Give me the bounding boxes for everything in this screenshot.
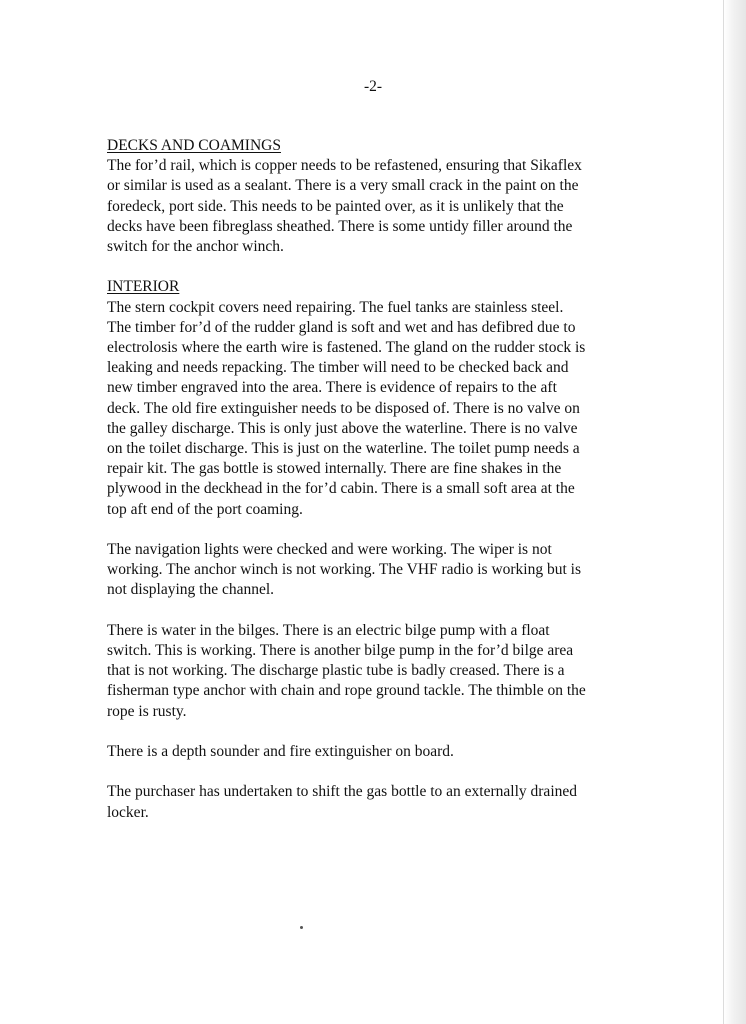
text-line: deck. The old fire extinguisher needs to be disposed of. There is no valve on [107, 399, 580, 417]
page-number: -2- [363, 78, 383, 95]
text-line: rope is rusty. [107, 702, 187, 720]
blank-line [107, 762, 637, 782]
paragraph [107, 742, 637, 762]
text-line: on the toilet discharge. This is just on the waterline. The toilet pump needs a [107, 440, 580, 458]
paragraph [107, 540, 637, 601]
text-line: locker. [107, 803, 149, 821]
text-line: new timber engraved into the area. There is evidence of repairs to the aft [107, 379, 557, 397]
text-line: working. The anchor winch is not working. The VHF radio is working but is [107, 561, 581, 579]
text-line: The for’d rail, which is copper needs to be refastened, ensuring that Sikaflex [107, 157, 582, 175]
text-line: plywood in the deckhead in the for’d cabin. There is a small soft area at the [107, 480, 575, 498]
section-heading: DECKS AND COAMINGS [107, 137, 281, 154]
blank-line [107, 601, 637, 621]
blank-line [107, 722, 637, 742]
text-line: that is not working. The discharge plastic tube is badly creased. There is a [107, 662, 565, 680]
text-line: leaking and needs repacking. The timber will need to be checked back and [107, 359, 569, 377]
section-heading: INTERIOR [107, 278, 180, 296]
text-line: the galley discharge. This is only just above the waterline. There is no valve [107, 419, 578, 437]
text-line: fisherman type anchor with chain and rope ground tackle. The thimble on the [107, 682, 586, 700]
blank-line [107, 257, 637, 277]
section-decks-and-coamings [107, 136, 637, 257]
text-line: electrolosis where the earth wire is fastened. The gland on the rudder stock is [107, 339, 586, 357]
text-line: The purchaser has undertaken to shift the gas bottle to an externally drained [107, 783, 578, 801]
text-line: There is a depth sounder and fire extinguisher on board. [107, 743, 454, 761]
text-line: The stern cockpit covers need repairing. The fuel tanks are stainless steel. [107, 298, 564, 316]
text-line: repair kit. The gas bottle is stowed internally. There are fine shakes in the [107, 460, 562, 478]
text-line: foredeck, port side. This needs to be painted over, as it is unlikely that the [107, 197, 564, 215]
blank-line [107, 520, 637, 540]
text-line: There is water in the bilges. There is an electric bilge pump with a float [107, 621, 550, 639]
section-interior [107, 277, 637, 822]
page-edge-shadow [724, 0, 746, 1024]
scan-speck [300, 926, 303, 929]
text-line: switch for the anchor winch. [107, 238, 284, 256]
text-line: The timber for’d of the rudder gland is soft and wet and has defibred due to [107, 318, 576, 336]
paragraph [107, 782, 637, 822]
text-line: switch. This is working. There is another bilge pump in the for’d bilge area [107, 642, 574, 660]
text-line: The navigation lights were checked and were working. The wiper is not [107, 541, 552, 559]
paragraph [107, 156, 637, 257]
text-line: or similar is used as a sealant. There is a very small crack in the paint on the [107, 177, 579, 195]
document-body [107, 136, 637, 823]
paragraph [107, 621, 637, 722]
text-line: not displaying the channel. [107, 581, 275, 599]
text-line: top aft end of the port coaming. [107, 500, 303, 518]
text-line: decks have been fibreglass sheathed. There is some untidy filler around the [107, 217, 573, 235]
paragraph [107, 298, 637, 520]
